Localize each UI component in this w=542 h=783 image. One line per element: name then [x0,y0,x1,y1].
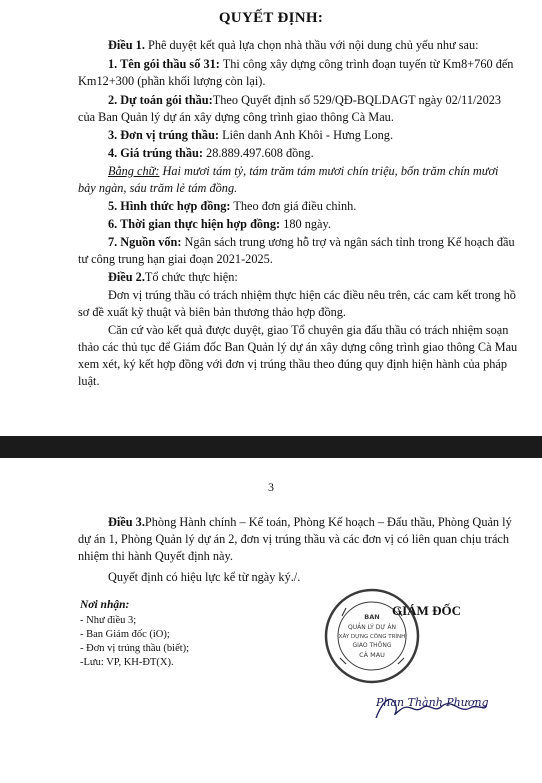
svg-text:BAN: BAN [364,613,380,621]
paragraph-1-line-1: Đơn vị trúng thầu có trách nhiệm thực hiện các điều nêu trên, các cam kết trong hồ [108,288,516,302]
page-two [0,458,542,783]
page-number: 3 [268,480,274,494]
paragraph-1-line-2: sơ đề xuất kỹ thuật và biên bản thương thảo hợp đồng. [78,305,346,319]
item-6: 6. Thời gian thực hiện hợp đồng: 180 ngày. [108,217,331,231]
paragraph-2-line-2: thảo các thủ tục để Giám đốc Ban Quản lý dự án xây dựng công trình giao thông Cà Mau [78,340,518,354]
item-3: 3. Đơn vị trúng thầu: Liên danh Anh Khôi - Hưng Long. [108,128,394,142]
item-2-line-1: 2. Dự toán gói thầu:Theo Quyết định số 529/QĐ-BQLDAGT ngày 02/11/2023 [108,93,502,107]
effective-clause: Quyết định có hiệu lực kể từ ngày ký./. [108,570,301,584]
paragraph-2-line-3: xem xét, ký kết hợp đồng với đơn vị trúng thầu theo đúng quy định hiện hành của pháp [78,357,507,371]
recipient-item: -Lưu: VP, KH-ĐT(X). [80,657,174,668]
item-4: 4. Giá trúng thầu: 28.889.497.608 đồng. [108,146,314,160]
article-3-line-2: dự án 1, Phòng Quản lý dự án 2, đơn vị trúng thầu và các đơn vị có liên quan chịu trách [78,532,510,546]
article-3-line-1: Điều 3.Phòng Hành chính – Kế toán, Phòng Kế hoạch – Đấu thầu, Phòng Quản lý [108,515,512,529]
page-divider [0,436,542,458]
recipient-item: - Như điều 3; [80,615,137,626]
svg-text:CÀ MAU: CÀ MAU [359,651,385,659]
paragraph-2-line-4: luật. [78,374,100,388]
svg-text:QUẢN LÝ DỰ ÁN: QUẢN LÝ DỰ ÁN [348,624,396,631]
decision-title: QUYẾT ĐỊNH: [218,10,324,26]
recipient-item: - Ban Giám đốc (iO); [80,629,170,640]
recipient-item: - Đơn vị trúng thầu (biết); [80,643,190,654]
svg-text:XÂY DỰNG CÔNG TRÌNH: XÂY DỰNG CÔNG TRÌNH [338,634,406,640]
item-7-line-1: 7. Nguồn vốn: Ngân sách trung ương hỗ trợ và ngân sách tỉnh trong Kế hoạch đầu [108,235,515,249]
signer-name: Phan Thành Phương [376,696,489,709]
item-5: 5. Hình thức hợp đồng: Theo đơn giá điều chỉnh. [108,199,357,213]
article-3-line-3: nhiệm thi hành Quyết định này. [78,549,233,563]
official-seal [322,586,422,686]
signer-title: GIÁM ĐỐC [392,603,461,618]
article-2: Điều 2.Tổ chức thực hiện: [108,270,238,284]
paragraph-2-line-1: Căn cứ vào kết quả được duyệt, giao Tổ chuyên gia đấu thầu có trách nhiệm soạn [108,323,509,337]
svg-text:GIAO THÔNG: GIAO THÔNG [352,642,392,649]
amount-in-words-line-1: Bằng chữ: Hai mươi tám tỷ, tám trăm tám mươi chín triệu, bốn trăm chín mươi [108,164,499,178]
article-1: Điều 1. Phê duyệt kết quả lựa chọn nhà thầu với nội dung chủ yếu như sau: [108,38,479,52]
recipients-title: Nơi nhận: [80,599,130,611]
item-1-line-2: Km12+300 (phần khối lượng còn lại). [78,74,266,88]
item-7-line-2: tư công trung hạn giai đoạn 2021-2025. [78,252,273,266]
amount-in-words-line-2: bảy ngàn, sáu trăm lẻ tám đồng. [78,181,238,195]
item-1-line-1: 1. Tên gói thầu số 31: Thi công xây dựng công trình đoạn tuyến từ Km8+760 đến [108,57,514,71]
item-2-line-2: của Ban Quản lý dự án xây dựng công trình giao thông Cà Mau. [78,110,394,124]
